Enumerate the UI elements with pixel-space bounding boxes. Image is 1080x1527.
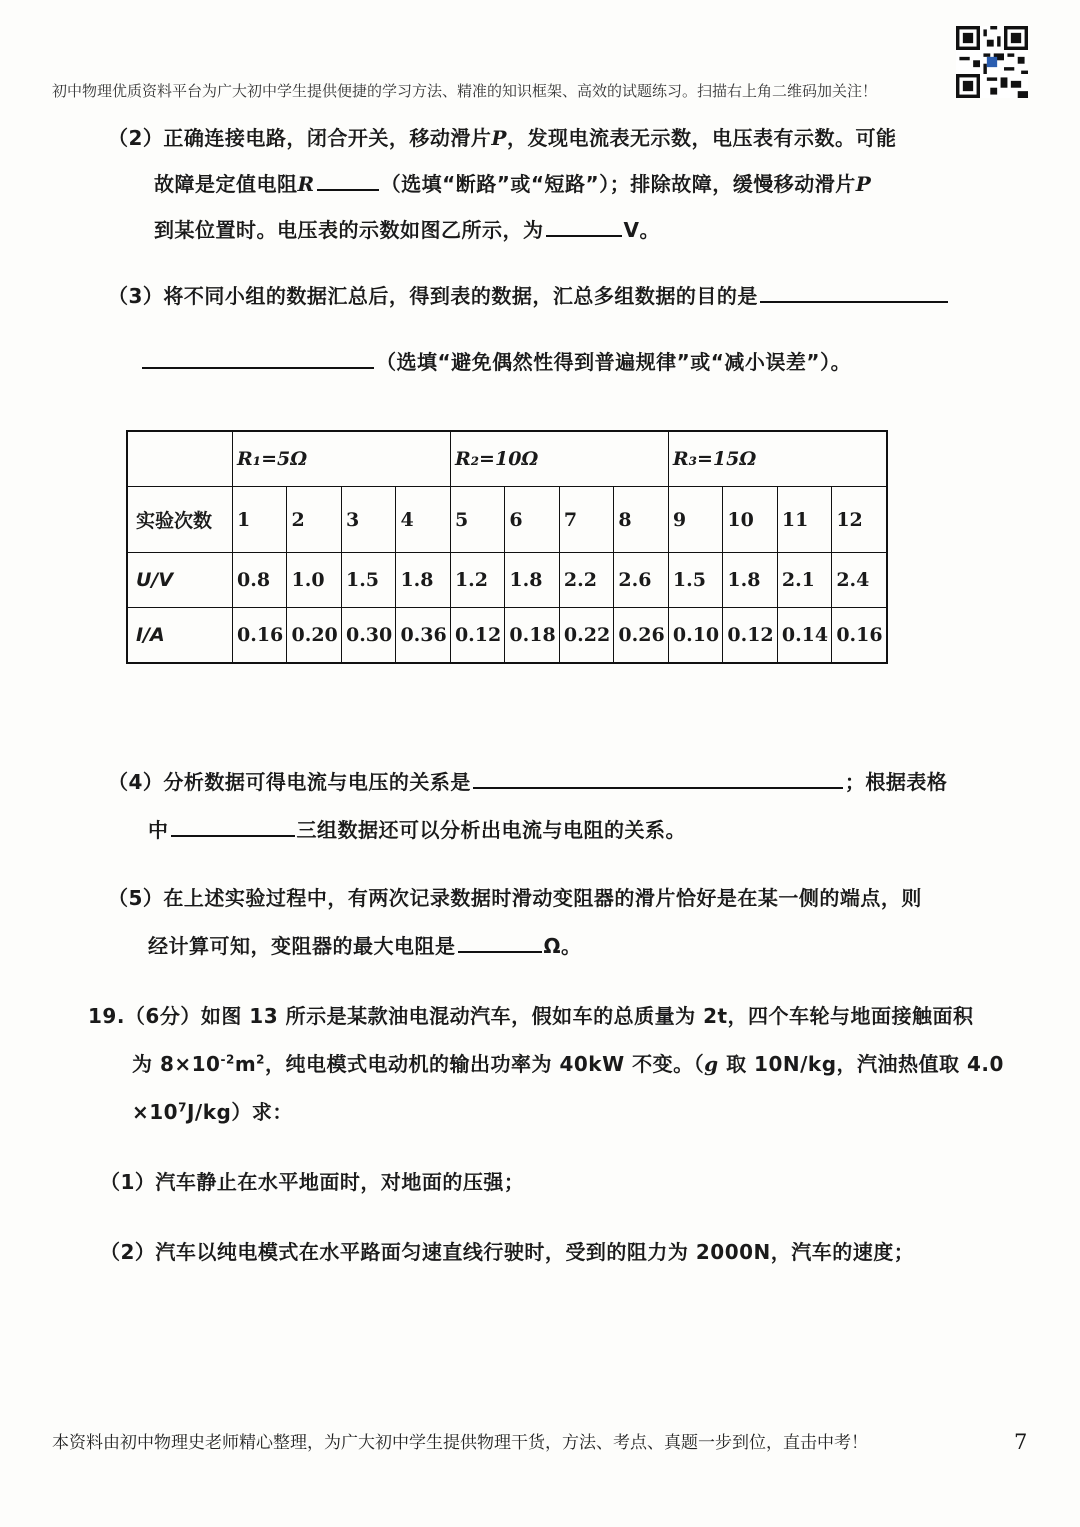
- q18-p2-line3: 到某位置时。电压表的示数如图乙所示，为 V。: [154, 214, 660, 243]
- answer-blank-purpose[interactable]: [760, 281, 948, 303]
- group-header-r3: R₃=15Ω: [668, 431, 887, 487]
- voltage-cell: 1.8: [505, 553, 559, 607]
- current-cell: 0.36: [396, 607, 450, 663]
- q18-p4-line2: 中 三组数据还可以分析出电流与电阻的关系。: [148, 814, 686, 843]
- group-header-r2: R₂=10Ω: [450, 431, 668, 487]
- voltage-cell: 1.5: [341, 553, 395, 607]
- voltage-cell: 1.8: [396, 553, 450, 607]
- voltage-cell: 2.6: [614, 553, 668, 607]
- qr-code-icon[interactable]: [956, 26, 1028, 98]
- answer-blank-fault[interactable]: [317, 169, 379, 191]
- q18-p5-line1: （5）在上述实验过程中，有两次记录数据时滑动变阻器的滑片恰好是在某一侧的端点，则: [108, 886, 922, 910]
- q18-p5-line2: 经计算可知，变阻器的最大电阻是 Ω。: [148, 930, 582, 959]
- table-row-trials: [127, 487, 887, 553]
- trial-cell: 7: [559, 487, 613, 553]
- row-label-current: I/A: [127, 607, 233, 663]
- q19-sub2: （2）汽车以纯电模式在水平路面匀速直线行驶时，受到的阻力为 2000N，汽车的速度；: [100, 1240, 915, 1264]
- footer-note: 本资料由初中物理史老师精心整理，为广大初中学生提供物理干货，方法、考点、真题一步到位，直击中考！: [52, 1433, 868, 1453]
- answer-blank-purpose-cont[interactable]: [142, 347, 374, 369]
- voltage-cell: 1.5: [668, 553, 722, 607]
- trial-cell: 3: [341, 487, 395, 553]
- current-cell: 0.12: [450, 607, 504, 663]
- trial-cell: 9: [668, 487, 722, 553]
- voltage-cell: 1.8: [723, 553, 777, 607]
- trial-cell: 10: [723, 487, 777, 553]
- trial-cell: 4: [396, 487, 450, 553]
- trial-cell: 6: [505, 487, 559, 553]
- current-cell: 0.16: [233, 607, 287, 663]
- q19-line3: $\times 10^7J/kg$）求：: [132, 1100, 293, 1124]
- q18-p4-line1: （4）分析数据可得电流与电压的关系是 ；根据表格: [108, 766, 947, 795]
- q19-line2: 为 $8\times 10^{-2}m^2$，纯电模式电动机的输出功率为 40kW 不变。（g 取 10N/kg，汽油热值取 4.0: [132, 1052, 1004, 1076]
- answer-blank-max-resistance[interactable]: [458, 931, 542, 953]
- current-cell: 0.26: [614, 607, 668, 663]
- q18-p3-line1: （3）将不同小组的数据汇总后，得到表的数据，汇总多组数据的目的是: [108, 280, 950, 309]
- current-cell: 0.30: [341, 607, 395, 663]
- voltage-cell: 1.2: [450, 553, 504, 607]
- voltage-cell: 1.0: [287, 553, 341, 607]
- current-cell: 0.12: [723, 607, 777, 663]
- q18-p2-line2: 故障是定值电阻R （选填“断路”或“短路”）；排除故障，缓慢移动滑片P: [154, 168, 871, 197]
- voltage-cell: 0.8: [233, 553, 287, 607]
- voltage-cell: 2.1: [777, 553, 831, 607]
- table-corner-cell: [127, 431, 233, 487]
- q18-p3-line2: （选填“避免偶然性得到普遍规律”或“减小误差”）。: [140, 346, 851, 375]
- table-row-current: [127, 607, 887, 663]
- current-cell: 0.10: [668, 607, 722, 663]
- current-cell: 0.16: [832, 607, 887, 663]
- current-cell: 0.14: [777, 607, 831, 663]
- q19-sub1: （1）汽车静止在水平地面时，对地面的压强；: [100, 1170, 525, 1194]
- trial-cell: 2: [287, 487, 341, 553]
- trial-cell: 8: [614, 487, 668, 553]
- row-label-voltage: U/V: [127, 553, 233, 607]
- answer-blank-voltage[interactable]: [546, 215, 622, 237]
- current-cell: 0.18: [505, 607, 559, 663]
- header-note: 初中物理优质资料平台为广大初中学生提供便捷的学习方法、精准的知识框架、高效的试题练习。扫描右上角二维码加关注！: [52, 82, 878, 100]
- current-cell: 0.20: [287, 607, 341, 663]
- voltage-cell: 2.4: [832, 553, 887, 607]
- voltage-cell: 2.2: [559, 553, 613, 607]
- trial-cell: 5: [450, 487, 504, 553]
- q19-line1: 19.（6分）如图 13 所示是某款油电混动汽车，假如车的总质量为 2t，四个车轮与地面接触面积: [88, 1004, 974, 1028]
- page-number: 7: [1014, 1430, 1028, 1454]
- data-table: [126, 430, 888, 664]
- q18-p2-line1: （2）正确连接电路，闭合开关，移动滑片P，发现电流表无示数，电压表有示数。可能: [108, 126, 897, 150]
- table-row-voltage: [127, 553, 887, 607]
- current-cell: 0.22: [559, 607, 613, 663]
- trial-cell: 12: [832, 487, 887, 553]
- table-row-group-header: [127, 431, 887, 487]
- trial-cell: 11: [777, 487, 831, 553]
- answer-blank-groups[interactable]: [171, 815, 295, 837]
- answer-blank-relation[interactable]: [473, 767, 843, 789]
- trial-cell: 1: [233, 487, 287, 553]
- group-header-r1: R₁=5Ω: [233, 431, 451, 487]
- row-label-trial: 实验次数: [127, 487, 233, 553]
